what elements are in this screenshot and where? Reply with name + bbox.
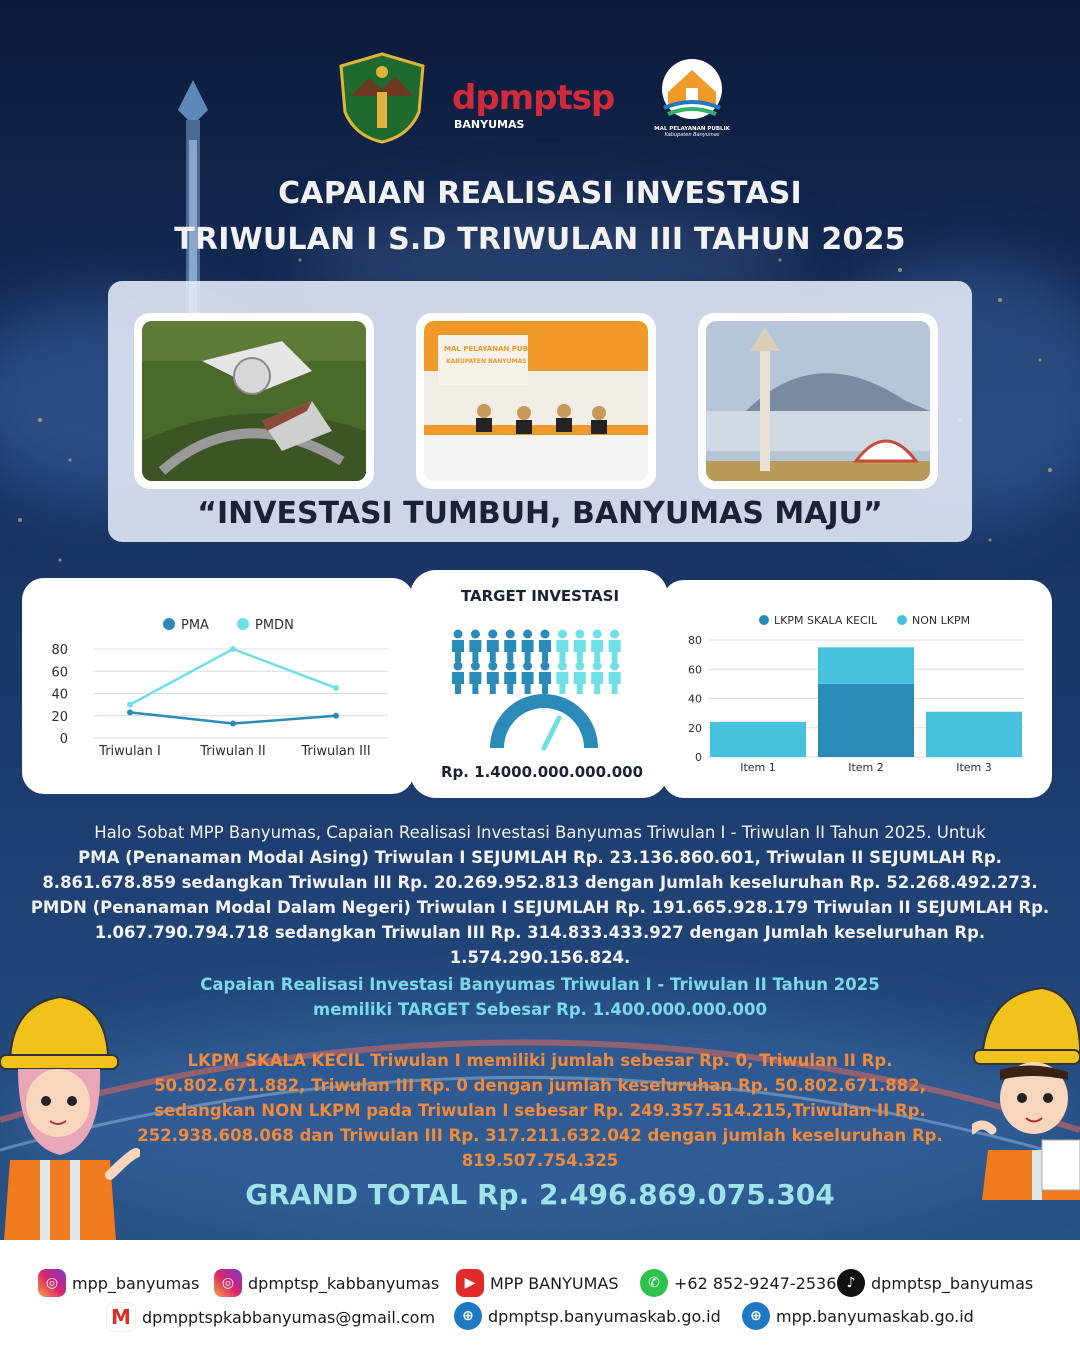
person-head [488, 662, 497, 671]
paragraph-lkpm: LKPM SKALA KECIL Triwulan I memiliki jumlah sebesar Rp. 0, Triwulan II Rp. 50.802.671.882, Triwulan III Rp. 0 dengan jumlah keseluruhan Rp. 50.802.671.882, sedangkan NON LKPM pada Triwulan I sebesar Rp. 249.357.514.215,Triwulan II Rp. 252.938.608.068 dan Triwulan III Rp. 317.211.632.042 dengan jumlah keseluruhan Rp. 819.507.754.325 [137, 1051, 943, 1170]
website-dpmptsp-label: dpmptsp.banyumaskab.go.id [488, 1306, 721, 1326]
person-icon [574, 630, 586, 663]
x-tick-label: Item 3 [956, 761, 992, 774]
series-line-pmdn [130, 649, 336, 705]
person-icon [522, 630, 534, 663]
whatsapp-icon: ✆ [640, 1269, 668, 1297]
data-point-pmdn [230, 646, 236, 652]
person-icon [539, 662, 551, 695]
tiktok-label: dpmptsp_banyumas [871, 1273, 1034, 1293]
person-icon [504, 662, 516, 695]
person-head [506, 630, 515, 639]
banyumas-crest-logo [337, 52, 427, 144]
youtube-label: MPP BANYUMAS [490, 1273, 619, 1293]
logo-row [0, 52, 1080, 152]
person-body [609, 672, 621, 694]
person-icon [609, 662, 621, 695]
person-body [591, 672, 603, 694]
y-tick-label: 80 [688, 634, 702, 647]
paragraph-pma-pmdn-detail: PMA (Penanaman Modal Asing) Triwulan I SEJUMLAH Rp. 23.136.860.601, Triwulan II SEJUMLAH Rp. 8.861.678.859 sedangkan Triwulan III Rp. 20.269.952.813 dengan Jumlah keseluruhan Rp. 52.268.492.273. PMDN (Penanaman Modal Dalam Negeri) Triwulan I SEJUMLAH Rp. 191.665.928.179 Triwulan II SEJUMLAH Rp. 1.067.790.794.718 sedangkan Triwulan III Rp. 314.833.433.927 dengan Jumlah keseluruhan Rp. 1.574.290.156.824. [30, 848, 1050, 967]
bar-chart [662, 580, 1052, 798]
data-point-pma [333, 713, 339, 719]
person-head [610, 630, 619, 639]
person-body [487, 640, 499, 662]
y-tick-label: 60 [51, 665, 68, 681]
person-head [575, 662, 584, 671]
person-body [504, 672, 516, 694]
person-body [504, 640, 516, 662]
grand-total: GRAND TOTAL Rp. 2.496.869.075.304 [245, 1178, 835, 1211]
y-tick-label: 0 [695, 751, 702, 764]
globe-icon: ⊕ [454, 1302, 482, 1330]
instagram-dpmptsp-label: dpmptsp_kabbanyumas [248, 1273, 440, 1293]
website-dpmptsp-link[interactable] [454, 1302, 721, 1330]
person-body [452, 640, 464, 662]
y-tick-label: 40 [51, 687, 68, 703]
instagram-dpmptsp-link[interactable] [214, 1269, 439, 1297]
line-chart-card [22, 578, 414, 794]
person-head [454, 630, 463, 639]
person-icon [487, 662, 499, 695]
data-point-pma [127, 709, 133, 715]
youtube-link[interactable] [456, 1269, 618, 1297]
bar-non-lkpm [710, 722, 806, 757]
paragraph-intro: Halo Sobat MPP Banyumas, Capaian Realisasi Investasi Banyumas Triwulan I - Triwulan II Tahun 2025. Untuk [94, 823, 986, 842]
globe-icon: ⊕ [742, 1302, 770, 1330]
person-head [558, 662, 567, 671]
dpmptsp-logo: dpmptsp BANYUMAS [452, 78, 615, 131]
person-icon [591, 630, 603, 663]
target-title: TARGET INVESTASI [460, 587, 620, 605]
target-value: Rp. 1.4000.000.000.000 [440, 763, 644, 781]
person-head [558, 630, 567, 639]
y-tick-label: 60 [688, 663, 702, 677]
person-icon [452, 630, 464, 663]
person-body [609, 640, 621, 662]
person-icon [469, 662, 481, 695]
person-icon [609, 630, 621, 663]
person-body [574, 640, 586, 662]
instagram-mpp-label: mpp_banyumas [72, 1273, 200, 1293]
whatsapp-link[interactable] [640, 1269, 836, 1297]
person-head [575, 630, 584, 639]
person-icon [574, 662, 586, 695]
person-body [591, 640, 603, 662]
person-icon [487, 630, 499, 663]
legend-label: LKPM SKALA KECIL [774, 614, 878, 627]
mpp-house-icon [650, 56, 734, 122]
photo-tower-mountain [698, 313, 938, 489]
legend-label-pmdn: PMDN [255, 618, 294, 633]
x-tick-label: Triwulan I [99, 744, 161, 759]
data-point-pmdn [127, 702, 133, 708]
person-head [454, 662, 463, 671]
footer-contacts [0, 1240, 1080, 1350]
person-head [523, 662, 532, 671]
person-icon [556, 662, 568, 695]
person-body [556, 672, 568, 694]
x-tick-label: Triwulan III [301, 744, 371, 759]
person-head [593, 662, 602, 671]
page-title-line2: TRIWULAN I S.D TRIWULAN III TAHUN 2025 [174, 222, 906, 257]
bar-lkpm [818, 684, 914, 757]
person-icon [539, 630, 551, 663]
person-body [487, 672, 499, 694]
person-icon [452, 662, 464, 695]
gmail-label: dpmpptspkabbanyumas@gmail.com [142, 1307, 436, 1327]
person-body [556, 640, 568, 662]
person-head [541, 630, 550, 639]
x-tick-label: Triwulan II [200, 744, 266, 759]
legend-marker [759, 615, 769, 625]
whatsapp-label: +62 852-9247-2536 [674, 1273, 837, 1293]
legend-marker-pma [163, 618, 175, 630]
y-tick-label: 40 [688, 692, 702, 706]
photo-building-aerial [134, 313, 374, 489]
x-tick-label: Item 1 [740, 761, 776, 774]
person-head [593, 630, 602, 639]
bar-chart-card [662, 580, 1052, 798]
website-mpp-label: mpp.banyumaskab.go.id [776, 1306, 974, 1326]
person-body [469, 640, 481, 662]
person-head [541, 662, 550, 671]
person-head [488, 630, 497, 639]
instagram-icon: ◎ [214, 1269, 242, 1297]
website-mpp-link[interactable] [742, 1302, 974, 1330]
tiktok-icon: ♪ [837, 1269, 865, 1297]
person-body [522, 672, 534, 694]
bar-non-lkpm [926, 712, 1022, 757]
gmail-icon: M [106, 1302, 136, 1332]
person-body [522, 640, 534, 662]
person-body [539, 640, 551, 662]
gauge-icon [489, 694, 599, 754]
legend-marker-pmdn [237, 618, 249, 630]
paragraph-pma-pmdn [30, 820, 1050, 970]
youtube-icon: ▶ [456, 1269, 484, 1297]
legend-label: NON LKPM [912, 614, 971, 627]
mpp-logo: MAL PELAYANAN PUBLIK Kabupaten Banyumas [650, 56, 734, 146]
y-tick-label: 80 [51, 643, 68, 658]
person-head [471, 662, 480, 671]
page-title-line1: CAPAIAN REALISASI INVESTASI [278, 176, 802, 211]
person-head [506, 662, 515, 671]
y-tick-label: 0 [59, 732, 68, 747]
paragraph-target: Capaian Realisasi Investasi Banyumas Triwulan I - Triwulan II Tahun 2025 memiliki TARGET Sebesar Rp. 1.400.000.000.000 [200, 975, 880, 1019]
person-icon [504, 630, 516, 663]
y-tick-label: 20 [51, 709, 68, 725]
svg-text:KABUPATEN BANYUMAS: KABUPATEN BANYUMAS [446, 358, 527, 365]
person-icon [522, 662, 534, 695]
person-head [610, 662, 619, 671]
person-body [539, 672, 551, 694]
line-chart [22, 578, 414, 794]
legend-marker [897, 615, 907, 625]
person-icon [556, 630, 568, 663]
person-body [452, 672, 464, 694]
gmail-link[interactable] [106, 1302, 435, 1332]
slogan: “INVESTASI TUMBUH, BANYUMAS MAJU” [197, 496, 883, 531]
data-point-pma [230, 721, 236, 727]
male-worker-illustration [972, 980, 1080, 1200]
y-tick-label: 20 [688, 721, 702, 735]
person-icon [469, 630, 481, 663]
legend-label-pma: PMA [181, 618, 209, 633]
data-point-pmdn [333, 685, 339, 691]
tiktok-link[interactable] [837, 1269, 1033, 1297]
photo-service-hall [416, 313, 656, 489]
svg-text:MAL PELAYANAN PUBLIK: MAL PELAYANAN PUBLIK [444, 345, 541, 353]
female-worker-illustration [0, 985, 140, 1240]
bar-non-lkpm [818, 647, 914, 684]
person-icon [591, 662, 603, 695]
instagram-icon: ◎ [38, 1269, 66, 1297]
instagram-mpp-link[interactable] [38, 1269, 199, 1297]
x-tick-label: Item 2 [848, 761, 884, 774]
person-head [523, 630, 532, 639]
person-body [574, 672, 586, 694]
person-body [469, 672, 481, 694]
person-head [471, 630, 480, 639]
